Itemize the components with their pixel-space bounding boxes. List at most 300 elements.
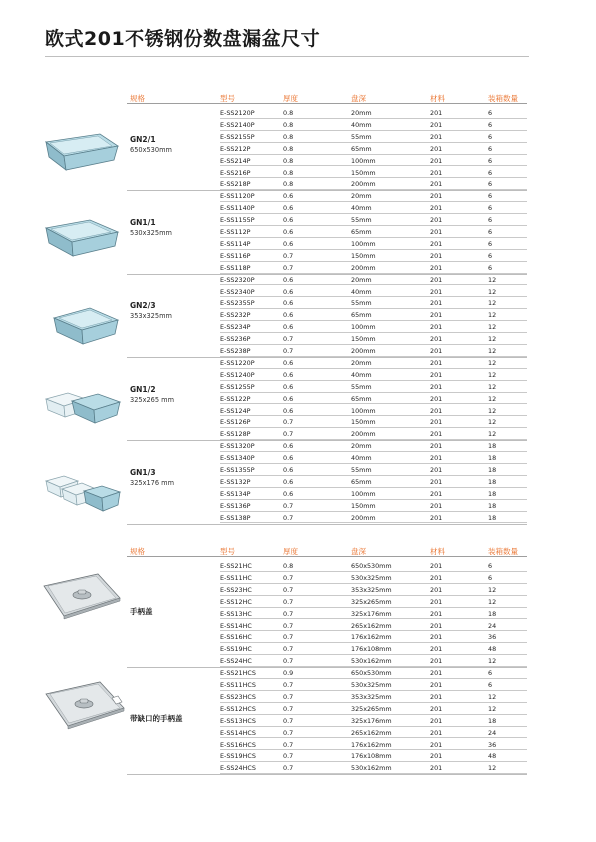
table-cell: 201 [430, 657, 443, 666]
table-cell: 201 [430, 156, 443, 165]
table-row [220, 262, 527, 274]
group-size: 650x530mm [130, 145, 172, 154]
title-divider [45, 56, 529, 57]
table-cell: 200mm [351, 347, 376, 355]
table-cell: 6 [488, 681, 493, 689]
table-cell: 325x176mm [351, 609, 392, 618]
table-cell: 24 [488, 728, 497, 737]
table-cell: 0.8 [283, 109, 294, 117]
table-cell: 325x176mm [351, 716, 392, 725]
column-header: 型号 [220, 547, 235, 556]
table-row [220, 750, 527, 762]
table-row [220, 393, 527, 405]
table-row [220, 691, 527, 703]
table-row [220, 321, 527, 333]
table-row [220, 369, 527, 381]
table-row [220, 572, 527, 584]
table-cell: E-SS1155P [220, 216, 255, 225]
table-cell: 201 [430, 454, 443, 463]
table-cell: 0.6 [283, 477, 294, 486]
table-cell: 0.6 [283, 454, 294, 463]
column-header: 盘深 [351, 547, 366, 556]
table-cell: 12 [488, 657, 497, 666]
table-cell: 150mm [351, 251, 376, 260]
table-cell: 201 [430, 204, 443, 213]
table-cell: E-SS216P [220, 168, 251, 177]
table-row [220, 739, 527, 751]
group-size: 325x176 mm [130, 478, 175, 487]
table-cell: 325x265mm [351, 597, 392, 606]
table-cell: 265x162mm [351, 728, 392, 737]
table-cell: 0.6 [283, 311, 294, 320]
table-cell: 12 [488, 287, 497, 296]
table-cell: 6 [488, 263, 493, 272]
table-cell: 12 [488, 394, 497, 403]
table-cell: 24 [488, 621, 497, 630]
table-cell: 18 [488, 716, 497, 725]
table-cell: 0.6 [283, 406, 294, 415]
table-cell: 201 [430, 358, 443, 367]
column-header: 材料 [430, 94, 445, 103]
table-cell: E-SS21HCS [220, 669, 256, 678]
header-divider [127, 103, 527, 104]
table-cell: 0.7 [283, 585, 294, 594]
table-cell: 18 [488, 489, 497, 498]
table-row [220, 286, 527, 298]
table-cell: 100mm [351, 406, 376, 415]
table-cell: E-SS24HCS [220, 764, 256, 773]
table-cell: E-SS11HCS [220, 681, 256, 689]
table-cell: 18 [488, 609, 497, 618]
table-row [220, 416, 527, 428]
table-cell: 201 [430, 597, 443, 606]
table-cell: E-SS2140P [220, 120, 255, 129]
table-cell: E-SS114P [220, 239, 251, 248]
table-cell: 150mm [351, 418, 376, 427]
table-cell: 48 [488, 645, 497, 654]
table-row [220, 202, 527, 214]
table-cell: 0.6 [283, 228, 294, 236]
table-cell: 201 [430, 430, 443, 439]
table-cell: 0.7 [283, 728, 294, 737]
table-cell: 0.7 [283, 704, 294, 713]
table-cell: E-SS116P [220, 251, 251, 260]
table-cell: 150mm [351, 335, 376, 344]
table-row [220, 333, 527, 345]
table-row [220, 119, 527, 131]
table-cell: 0.6 [283, 394, 294, 403]
table-cell: 0.7 [283, 430, 294, 439]
table-cell: 0.7 [283, 621, 294, 630]
table-cell: 55mm [351, 216, 372, 225]
table-cell: 0.6 [283, 382, 294, 391]
table-row [220, 655, 527, 667]
table-cell: E-SS138P [220, 513, 251, 522]
table-cell: 40mm [351, 120, 372, 129]
table-cell: 530x162mm [351, 657, 392, 666]
table-cell: E-SS12HC [220, 597, 252, 606]
table-cell: 201 [430, 120, 443, 129]
table-cell: 201 [430, 382, 443, 391]
table-cell: 18 [488, 466, 497, 474]
column-header: 规格 [130, 94, 145, 103]
table-cell: 0.7 [283, 347, 294, 355]
table-cell: 12 [488, 418, 497, 427]
table-row [220, 214, 527, 226]
table-cell: 0.6 [283, 323, 294, 332]
table-cell: 201 [430, 263, 443, 272]
group-name: GN2/1 [130, 134, 156, 144]
table-cell: 201 [430, 764, 443, 773]
table-cell: E-SS12HCS [220, 704, 256, 713]
table-cell: 353x325mm [351, 585, 392, 594]
table-cell: 201 [430, 144, 443, 153]
table-cell: 201 [430, 562, 443, 570]
table-cell: E-SS1220P [220, 358, 255, 367]
gn1-2-pan-image [42, 385, 124, 429]
table-cell: E-SS1340P [220, 454, 255, 463]
table-cell: 0.6 [283, 275, 294, 284]
group-name: GN2/3 [130, 301, 156, 311]
table-cell: E-SS218P [220, 180, 251, 189]
table-cell: 12 [488, 406, 497, 415]
table-cell: 36 [488, 740, 497, 749]
table-cell: 100mm [351, 489, 376, 498]
table-cell: 0.7 [283, 335, 294, 344]
table-cell: 0.7 [283, 597, 294, 606]
table-cell: E-SS126P [220, 418, 251, 427]
table-row [220, 679, 527, 691]
table-row [220, 452, 527, 464]
table-cell: 201 [430, 609, 443, 618]
group-name: GN1/2 [130, 384, 156, 394]
table-cell: 201 [430, 335, 443, 344]
table-cell: 150mm [351, 501, 376, 510]
table-cell: 201 [430, 716, 443, 725]
table-row [220, 762, 527, 774]
group-size: 325x265 mm [130, 395, 175, 404]
table-cell: E-SS214P [220, 156, 251, 165]
table-row [220, 167, 527, 179]
table-cell: 100mm [351, 156, 376, 165]
table-cell: 6 [488, 228, 493, 236]
table-cell: 201 [430, 299, 443, 308]
table-cell: E-SS234P [220, 323, 251, 332]
table-cell: E-SS238P [220, 347, 251, 355]
table-cell: 0.8 [283, 132, 294, 141]
table-cell: 12 [488, 692, 497, 701]
table-row [220, 143, 527, 155]
table-cell: 150mm [351, 168, 376, 177]
table-cell: E-SS118P [220, 263, 251, 272]
table-cell: 201 [430, 501, 443, 510]
table-cell: 201 [430, 669, 443, 678]
table-cell: E-SS112P [220, 228, 251, 236]
table-row [220, 560, 527, 572]
table-cell: E-SS122P [220, 394, 251, 403]
table-cell: 0.7 [283, 645, 294, 654]
table-row [220, 381, 527, 393]
table-cell: 530x162mm [351, 764, 392, 773]
table-cell: 325x265mm [351, 704, 392, 713]
table-row [220, 643, 527, 655]
table-cell: 201 [430, 394, 443, 403]
table-cell: 201 [430, 442, 443, 451]
table-cell: 0.8 [283, 144, 294, 153]
table-bottom-line [127, 774, 527, 775]
table-cell: 6 [488, 192, 493, 201]
table-cell: 20mm [351, 275, 372, 284]
table-cell: 0.8 [283, 168, 294, 177]
table-cell: 0.6 [283, 442, 294, 451]
table-cell: 65mm [351, 228, 372, 236]
table-cell: 0.9 [283, 669, 294, 678]
table-cell: 201 [430, 513, 443, 522]
table-cell: 530x325mm [351, 681, 392, 689]
table-row [220, 476, 527, 488]
table-cell: E-SS1120P [220, 192, 255, 201]
table-row [220, 226, 527, 238]
table-cell: 65mm [351, 311, 372, 320]
table-cell: 0.6 [283, 370, 294, 379]
table-row [220, 345, 527, 357]
table-cell: 6 [488, 180, 493, 189]
table-cell: 0.6 [283, 204, 294, 213]
table-row [220, 155, 527, 167]
table-cell: 6 [488, 109, 493, 117]
table-cell: 36 [488, 633, 497, 642]
table-row [220, 500, 527, 512]
handle-lid-image [40, 568, 124, 626]
gn2-1-pan-image [40, 130, 122, 176]
table-row [220, 131, 527, 143]
table-cell: E-SS1140P [220, 204, 255, 213]
table-cell: 0.7 [283, 633, 294, 642]
table-cell: 201 [430, 347, 443, 355]
column-header: 厚度 [283, 94, 298, 103]
table-cell: 6 [488, 573, 493, 582]
table-cell: 6 [488, 120, 493, 129]
table-cell: E-SS24HC [220, 657, 252, 666]
table-row [220, 488, 527, 500]
table-row [220, 309, 527, 321]
notched-handle-lid-image [42, 676, 128, 734]
table-cell: E-SS1355P [220, 466, 255, 474]
table-cell: 201 [430, 573, 443, 582]
table-cell: E-SS14HCS [220, 728, 256, 737]
table-cell: 18 [488, 513, 497, 522]
table-cell: 201 [430, 692, 443, 701]
table-cell: 6 [488, 204, 493, 213]
table-row [220, 440, 527, 452]
table-cell: 0.7 [283, 609, 294, 618]
table-cell: 201 [430, 323, 443, 332]
table-cell: E-SS2355P [220, 299, 255, 308]
table-row [220, 512, 527, 524]
table-row [220, 727, 527, 739]
table-cell: E-SS19HCS [220, 752, 256, 761]
table-row [220, 250, 527, 262]
table-cell: 0.7 [283, 752, 294, 761]
table-cell: E-SS2120P [220, 109, 255, 117]
table-cell: E-SS236P [220, 335, 251, 344]
table-cell: 176x108mm [351, 752, 392, 761]
table-cell: 201 [430, 239, 443, 248]
table-cell: 201 [430, 287, 443, 296]
table-cell: 201 [430, 633, 443, 642]
table-cell: 201 [430, 704, 443, 713]
table-cell: 176x162mm [351, 633, 392, 642]
table-cell: 0.8 [283, 180, 294, 189]
table-cell: 201 [430, 109, 443, 117]
table-cell: 353x325mm [351, 692, 392, 701]
table-cell: 0.8 [283, 562, 294, 570]
table-cell: 12 [488, 323, 497, 332]
table-cell: 201 [430, 406, 443, 415]
table-cell: 201 [430, 681, 443, 689]
table-cell: 12 [488, 597, 497, 606]
table-cell: 176x108mm [351, 645, 392, 654]
table-cell: 48 [488, 752, 497, 761]
table-cell: E-SS134P [220, 489, 251, 498]
table-cell: E-SS23HC [220, 585, 252, 594]
table-cell: 0.6 [283, 466, 294, 474]
table-cell: 6 [488, 251, 493, 260]
table-cell: E-SS132P [220, 477, 251, 486]
table-cell: 18 [488, 477, 497, 486]
table-cell: 0.7 [283, 740, 294, 749]
table-cell: 0.7 [283, 501, 294, 510]
table-cell: 12 [488, 275, 497, 284]
page-title: 欧式201不锈钢份数盘漏盆尺寸 [45, 28, 321, 50]
group-name: 带缺口的手柄盖 [130, 713, 183, 723]
table-cell: 12 [488, 430, 497, 439]
table-cell: 0.6 [283, 358, 294, 367]
column-header: 装箱数量 [488, 547, 518, 556]
table-cell: 20mm [351, 358, 372, 367]
table-cell: 201 [430, 645, 443, 654]
table-cell: 12 [488, 704, 497, 713]
table-cell: 12 [488, 347, 497, 355]
table-cell: 0.6 [283, 299, 294, 308]
table-cell: 20mm [351, 442, 372, 451]
table-cell: 201 [430, 752, 443, 761]
table-cell: E-SS16HC [220, 633, 252, 642]
table-cell: 0.7 [283, 573, 294, 582]
table-cell: 201 [430, 168, 443, 177]
table-cell: 12 [488, 358, 497, 367]
table-cell: 201 [430, 489, 443, 498]
table-cell: 530x325mm [351, 573, 392, 582]
table-cell: 12 [488, 585, 497, 594]
table-cell: 12 [488, 370, 497, 379]
table-row [220, 238, 527, 250]
table-cell: 201 [430, 740, 443, 749]
table-cell: 100mm [351, 239, 376, 248]
table-cell: 55mm [351, 382, 372, 391]
table-row [220, 357, 527, 369]
table-cell: 0.7 [283, 513, 294, 522]
table-cell: 201 [430, 132, 443, 141]
table-cell: 0.7 [283, 681, 294, 689]
table-cell: 40mm [351, 204, 372, 213]
table-cell: 200mm [351, 430, 376, 439]
table-cell: 201 [430, 370, 443, 379]
table-cell: 0.7 [283, 418, 294, 427]
table-cell: 55mm [351, 132, 372, 141]
table-cell: 201 [430, 466, 443, 474]
table-cell: 6 [488, 168, 493, 177]
header-divider [127, 556, 527, 557]
table-row [220, 667, 527, 679]
table-cell: 6 [488, 144, 493, 153]
table-row [220, 596, 527, 608]
table-cell: 12 [488, 311, 497, 320]
table-row [220, 715, 527, 727]
table-row [220, 107, 527, 119]
table-cell: E-SS21HC [220, 562, 252, 570]
table-cell: 12 [488, 299, 497, 308]
table-row [220, 584, 527, 596]
table-cell: 0.6 [283, 216, 294, 225]
table-cell: 201 [430, 275, 443, 284]
table-cell: 40mm [351, 287, 372, 296]
table-cell: 200mm [351, 513, 376, 522]
table-cell: E-SS2320P [220, 275, 255, 284]
table-cell: 40mm [351, 454, 372, 463]
table-cell: E-SS1320P [220, 442, 255, 451]
table-cell: 201 [430, 311, 443, 320]
table-cell: 0.7 [283, 251, 294, 260]
table-cell: 201 [430, 180, 443, 189]
table-cell: 65mm [351, 394, 372, 403]
table-cell: E-SS19HC [220, 645, 252, 654]
table-cell: 0.8 [283, 120, 294, 129]
table-cell: E-SS23HCS [220, 692, 256, 701]
table-cell: 20mm [351, 192, 372, 201]
table-cell: 201 [430, 477, 443, 486]
table-cell: 12 [488, 382, 497, 391]
column-header: 型号 [220, 94, 235, 103]
gn2-3-pan-image [48, 302, 122, 348]
table-cell: 201 [430, 228, 443, 236]
table-cell: 200mm [351, 180, 376, 189]
table-cell: 265x162mm [351, 621, 392, 630]
gn1-3-pan-image [40, 469, 124, 517]
column-header: 装箱数量 [488, 94, 518, 103]
table-cell: E-SS1240P [220, 370, 255, 379]
table-cell: 201 [430, 192, 443, 201]
table-cell: E-SS212P [220, 144, 251, 153]
group-name: GN1/1 [130, 217, 156, 227]
table-cell: 0.7 [283, 716, 294, 725]
table-cell: 6 [488, 156, 493, 165]
table-cell: 0.7 [283, 692, 294, 701]
gn1-1-pan-image [40, 214, 122, 260]
column-header: 材料 [430, 547, 445, 556]
table-row [220, 405, 527, 417]
table-cell: E-SS1255P [220, 382, 255, 391]
table-cell: 18 [488, 501, 497, 510]
table-cell: 201 [430, 216, 443, 225]
table-cell: 12 [488, 764, 497, 773]
table-cell: E-SS14HC [220, 621, 252, 630]
table-cell: 65mm [351, 144, 372, 153]
table-cell: 18 [488, 442, 497, 451]
table-cell: 0.7 [283, 263, 294, 272]
table-row [220, 620, 527, 632]
table-cell: 0.7 [283, 657, 294, 666]
